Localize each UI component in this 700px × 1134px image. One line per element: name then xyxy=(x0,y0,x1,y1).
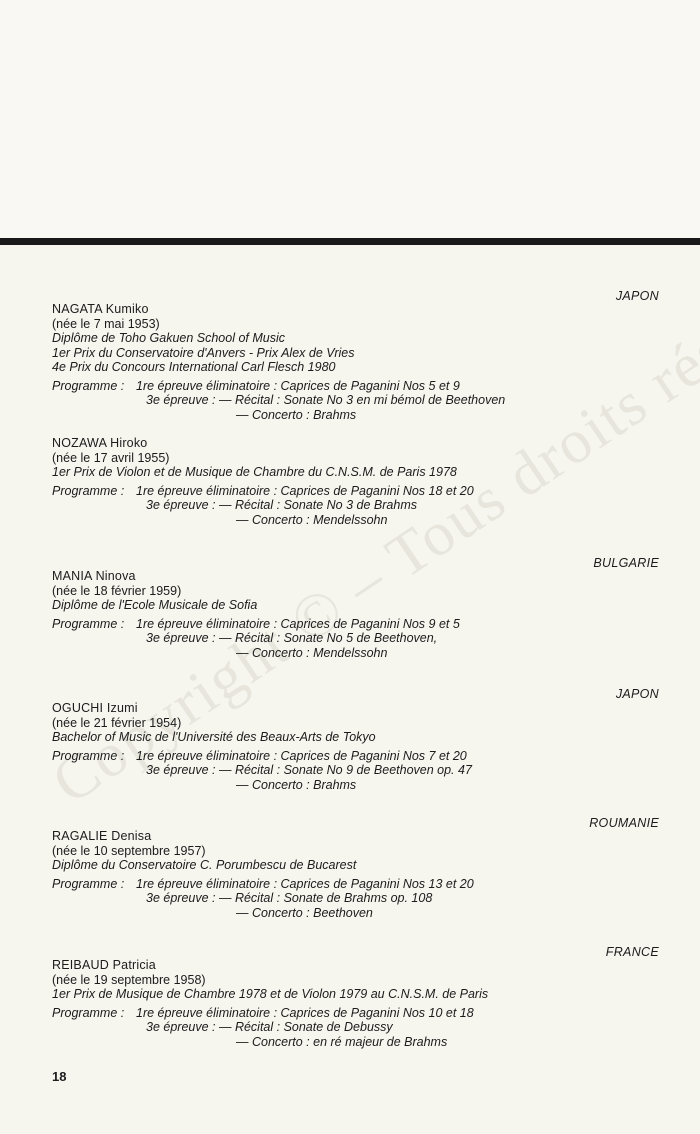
round-3: 3e épreuve : — Récital : Sonate No 3 de Brahms xyxy=(146,498,417,512)
programme-label: Programme : xyxy=(52,378,125,393)
blank-top-page xyxy=(0,0,700,238)
programme-label: Programme : xyxy=(52,748,125,763)
credential-line: 1er Prix du Conservatoire d'Anvers - Prix Alex de Vries xyxy=(52,345,355,360)
credential-line: 1er Prix de Violon et de Musique de Chambre du C.N.S.M. de Paris 1978 xyxy=(52,465,457,479)
credential-line: 4e Prix du Concours International Carl Flesch 1980 xyxy=(52,360,336,374)
programme-block xyxy=(52,749,662,793)
programme-block xyxy=(52,1006,662,1050)
concerto: — Concerto : Beethoven xyxy=(236,905,373,920)
round-1: 1re épreuve éliminatoire : Caprices de Paganini Nos 5 et 9 xyxy=(136,378,460,393)
candidate-name: RAGALIE Denisa xyxy=(52,829,152,843)
round-3: 3e épreuve : — Récital : Sonate No 3 en mi bémol de Beethoven xyxy=(146,393,506,407)
concerto: — Concerto : en ré majeur de Brahms xyxy=(236,1034,448,1049)
concerto: — Concerto : Brahms xyxy=(236,777,357,792)
candidate-entry xyxy=(52,958,662,1049)
programme-block xyxy=(52,877,662,921)
credential-line: Diplôme de l'Ecole Musicale de Sofia xyxy=(52,598,258,612)
concerto: — Concerto : Mendelssohn xyxy=(236,645,388,660)
concerto: — Concerto : Mendelssohn xyxy=(236,512,388,527)
round-3: 3e épreuve : — Récital : Sonate No 5 de Beethoven, xyxy=(146,631,438,645)
programme-block xyxy=(52,379,662,423)
candidate-entry xyxy=(52,569,662,660)
candidate-name: REIBAUD Patricia xyxy=(52,958,156,972)
candidate-name: NOZAWA Hiroko xyxy=(52,436,148,450)
birth-date: (née le 10 septembre 1957) xyxy=(52,843,206,858)
country-label: JAPON xyxy=(615,687,659,701)
credential-line: Bachelor of Music de l'Université des Beaux-Arts de Tokyo xyxy=(52,730,376,744)
candidate-entry xyxy=(52,829,662,920)
round-3: 3e épreuve : — Récital : Sonate No 9 de Beethoven op. 47 xyxy=(146,763,472,777)
country-label: BULGARIE xyxy=(593,556,659,570)
credential-line: Diplôme de Toho Gakuen School of Music xyxy=(52,331,286,345)
birth-date: (née le 21 février 1954) xyxy=(52,715,182,730)
candidate-name: OGUCHI Izumi xyxy=(52,701,138,715)
candidate-entry xyxy=(52,436,662,527)
country-label: JAPON xyxy=(615,289,659,303)
round-1: 1re épreuve éliminatoire : Caprices de Paganini Nos 7 et 20 xyxy=(136,748,467,763)
candidate-entry xyxy=(52,302,662,422)
birth-date: (née le 7 mai 1953) xyxy=(52,316,160,331)
round-1: 1re épreuve éliminatoire : Caprices de Paganini Nos 9 et 5 xyxy=(136,616,460,631)
birth-date: (née le 18 février 1959) xyxy=(52,583,182,598)
birth-date: (née le 17 avril 1955) xyxy=(52,450,170,465)
birth-date: (née le 19 septembre 1958) xyxy=(52,972,206,987)
programme-label: Programme : xyxy=(52,616,125,631)
country-label: FRANCE xyxy=(605,945,659,959)
concerto: — Concerto : Brahms xyxy=(236,407,357,422)
page-number: 18 xyxy=(52,1069,67,1084)
programme-block xyxy=(52,484,662,528)
credential-line: 1er Prix de Musique de Chambre 1978 et de Violon 1979 au C.N.S.M. de Paris xyxy=(52,987,489,1001)
round-3: 3e épreuve : — Récital : Sonate de Brahms op. 108 xyxy=(146,891,433,905)
programme-block xyxy=(52,617,662,661)
candidate-name: MANIA Ninova xyxy=(52,569,136,583)
candidate-entry xyxy=(52,701,662,792)
programme-label: Programme : xyxy=(52,1005,125,1020)
round-1: 1re épreuve éliminatoire : Caprices de Paganini Nos 10 et 18 xyxy=(136,1005,474,1020)
round-1: 1re épreuve éliminatoire : Caprices de Paganini Nos 18 et 20 xyxy=(136,483,474,498)
round-3: 3e épreuve : — Récital : Sonate de Debussy xyxy=(146,1020,393,1034)
country-label: ROUMANIE xyxy=(589,816,659,830)
round-1: 1re épreuve éliminatoire : Caprices de Paganini Nos 13 et 20 xyxy=(136,876,474,891)
credential-line: Diplôme du Conservatoire C. Porumbescu de Bucarest xyxy=(52,858,357,872)
page-divider xyxy=(0,238,700,245)
programme-label: Programme : xyxy=(52,483,125,498)
programme-label: Programme : xyxy=(52,876,125,891)
candidate-name: NAGATA Kumiko xyxy=(52,302,149,316)
